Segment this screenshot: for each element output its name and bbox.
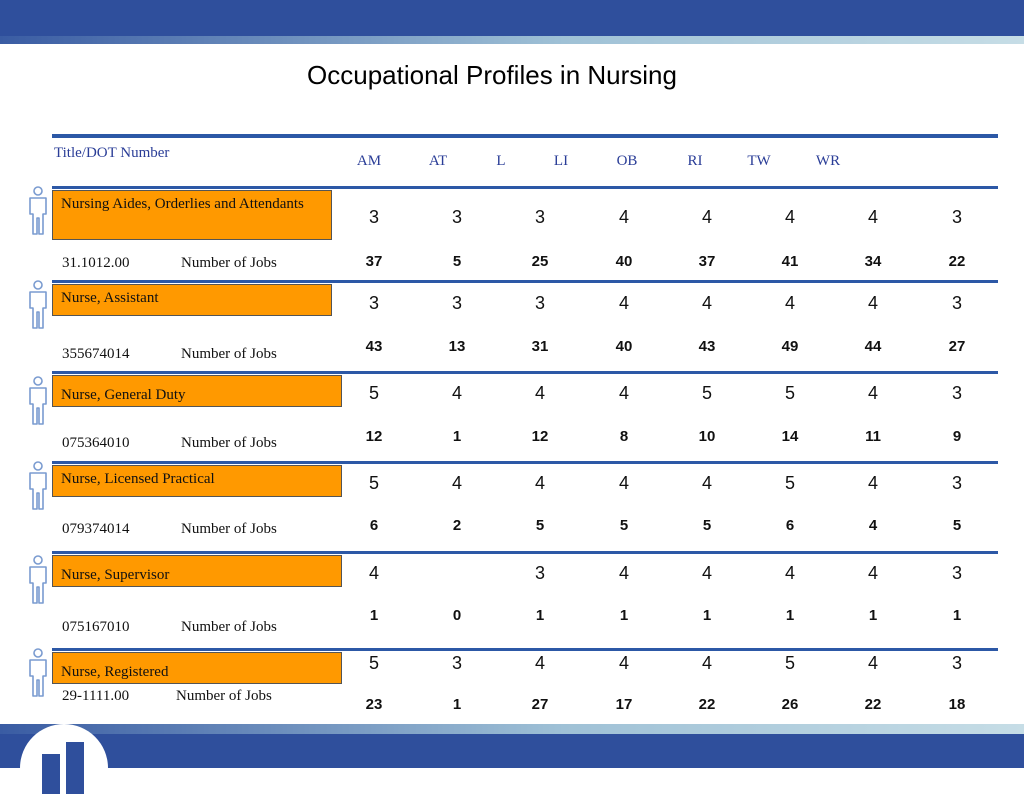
dot-number: 29-1111.00 [62, 688, 130, 704]
job-count: 22 [698, 696, 716, 713]
job-count: 34 [864, 253, 882, 270]
column-header-l: L [496, 153, 506, 169]
dot-number: 079374014 [62, 521, 130, 537]
number-of-jobs-label: Number of Jobs [181, 619, 277, 635]
aptitude-score: 5 [784, 653, 796, 673]
aptitude-score: 3 [368, 293, 380, 313]
aptitude-score: 4 [534, 383, 546, 403]
logo [20, 724, 108, 812]
job-count: 27 [531, 696, 549, 713]
job-count: 1 [452, 428, 462, 445]
header-top-rule [52, 134, 998, 138]
aptitude-score: 5 [368, 473, 380, 493]
job-count: 44 [864, 338, 882, 355]
column-header-at: AT [428, 153, 448, 169]
job-count: 1 [702, 607, 712, 624]
row-rule [52, 551, 998, 554]
job-count: 1 [535, 607, 545, 624]
person-icon [26, 376, 50, 426]
aptitude-score: 4 [618, 383, 630, 403]
job-count: 10 [698, 428, 716, 445]
person-icon [26, 461, 50, 511]
job-count: 9 [952, 428, 962, 445]
aptitude-score: 4 [701, 563, 713, 583]
job-count: 14 [781, 428, 799, 445]
job-count: 5 [535, 517, 545, 534]
aptitude-score: 4 [784, 293, 796, 313]
job-count: 31 [531, 338, 549, 355]
row-rule [52, 461, 998, 464]
column-header-ri: RI [687, 153, 703, 169]
dot-number: 355674014 [62, 346, 130, 362]
aptitude-score: 4 [368, 563, 380, 583]
job-count: 22 [864, 696, 882, 713]
job-count: 37 [365, 253, 383, 270]
job-count: 49 [781, 338, 799, 355]
aptitude-score: 4 [784, 207, 796, 227]
aptitude-score: 4 [451, 473, 463, 493]
person-icon [26, 186, 50, 236]
row-rule [52, 371, 998, 374]
aptitude-score: 4 [618, 653, 630, 673]
occupation-title: Nurse, Registered [52, 652, 342, 684]
job-count: 12 [531, 428, 549, 445]
number-of-jobs-label: Number of Jobs [181, 435, 277, 451]
job-count: 1 [785, 607, 795, 624]
job-count: 18 [948, 696, 966, 713]
occupation-title: Nurse, General Duty [52, 375, 342, 407]
aptitude-score: 5 [701, 383, 713, 403]
column-header-ob: OB [616, 153, 638, 169]
top-gradient-strip [0, 36, 1024, 44]
aptitude-score: 3 [368, 207, 380, 227]
job-count: 1 [619, 607, 629, 624]
aptitude-score: 3 [451, 293, 463, 313]
aptitude-score: 4 [784, 563, 796, 583]
title-dot-header: Title/DOT Number [54, 145, 170, 161]
row-rule [52, 186, 998, 189]
aptitude-score: 3 [451, 207, 463, 227]
job-count: 26 [781, 696, 799, 713]
job-count: 12 [365, 428, 383, 445]
aptitude-score: 4 [867, 653, 879, 673]
job-count: 6 [785, 517, 795, 534]
number-of-jobs-label: Number of Jobs [181, 346, 277, 362]
aptitude-score: 4 [618, 473, 630, 493]
aptitude-score: 3 [951, 293, 963, 313]
job-count: 43 [365, 338, 383, 355]
aptitude-score: 4 [534, 473, 546, 493]
top-banner [0, 0, 1024, 36]
column-header-am: AM [356, 153, 382, 169]
aptitude-score: 4 [701, 473, 713, 493]
number-of-jobs-label: Number of Jobs [181, 255, 277, 271]
slide-title: Occupational Profiles in Nursing [307, 60, 677, 90]
job-count: 40 [615, 338, 633, 355]
job-count: 1 [868, 607, 878, 624]
occupation-title: Nursing Aides, Orderlies and Attendants [52, 190, 332, 240]
job-count: 6 [369, 517, 379, 534]
aptitude-score: 5 [784, 383, 796, 403]
occupation-title: Nurse, Assistant [52, 284, 332, 316]
aptitude-score: 4 [701, 293, 713, 313]
job-count: 27 [948, 338, 966, 355]
occupation-title: Nurse, Supervisor [52, 555, 342, 587]
job-count: 43 [698, 338, 716, 355]
job-count: 11 [865, 428, 881, 445]
dot-number: 075364010 [62, 435, 130, 451]
aptitude-score: 3 [951, 383, 963, 403]
aptitude-score: 4 [867, 293, 879, 313]
job-count: 22 [948, 253, 966, 270]
number-of-jobs-label: Number of Jobs [176, 688, 272, 704]
job-count: 2 [452, 517, 462, 534]
aptitude-score: 3 [951, 653, 963, 673]
job-count: 1 [952, 607, 962, 624]
job-count: 5 [619, 517, 629, 534]
aptitude-score: 3 [534, 563, 546, 583]
aptitude-score: 3 [451, 653, 463, 673]
job-count: 5 [952, 517, 962, 534]
job-count: 1 [369, 607, 379, 624]
aptitude-score: 4 [867, 563, 879, 583]
job-count: 5 [452, 253, 462, 270]
aptitude-score: 4 [618, 563, 630, 583]
aptitude-score: 4 [701, 653, 713, 673]
job-count: 5 [702, 517, 712, 534]
number-of-jobs-label: Number of Jobs [181, 521, 277, 537]
column-header-li: LI [553, 153, 569, 169]
occupation-title: Nurse, Licensed Practical [52, 465, 342, 497]
bottom-gradient-strip [0, 724, 1024, 734]
aptitude-score: 3 [534, 293, 546, 313]
job-count: 17 [615, 696, 633, 713]
aptitude-score: 4 [534, 653, 546, 673]
aptitude-score: 3 [951, 563, 963, 583]
aptitude-score: 4 [701, 207, 713, 227]
job-count: 1 [452, 696, 462, 713]
job-count: 37 [698, 253, 716, 270]
aptitude-score: 5 [368, 383, 380, 403]
job-count: 25 [531, 253, 549, 270]
job-count: 0 [452, 607, 462, 624]
person-icon [26, 280, 50, 330]
job-count: 23 [365, 696, 383, 713]
person-icon [26, 555, 50, 605]
aptitude-score: 4 [867, 207, 879, 227]
aptitude-score: 5 [368, 653, 380, 673]
column-header-wr: WR [815, 153, 841, 169]
aptitude-score: 4 [618, 207, 630, 227]
dot-number: 075167010 [62, 619, 130, 635]
job-count: 4 [868, 517, 878, 534]
bottom-banner [0, 734, 1024, 768]
job-count: 41 [781, 253, 799, 270]
job-count: 13 [448, 338, 466, 355]
job-count: 8 [619, 428, 629, 445]
job-count: 40 [615, 253, 633, 270]
aptitude-score: 4 [867, 473, 879, 493]
person-icon [26, 648, 50, 698]
aptitude-score: 4 [618, 293, 630, 313]
dot-number: 31.1012.00 [62, 255, 130, 271]
aptitude-score: 4 [867, 383, 879, 403]
aptitude-score: 4 [451, 383, 463, 403]
aptitude-score: 3 [951, 207, 963, 227]
aptitude-score: 5 [784, 473, 796, 493]
aptitude-score: 3 [534, 207, 546, 227]
aptitude-score: 3 [951, 473, 963, 493]
row-rule [52, 280, 998, 283]
row-rule [52, 648, 998, 651]
column-header-tw: TW [747, 153, 771, 169]
